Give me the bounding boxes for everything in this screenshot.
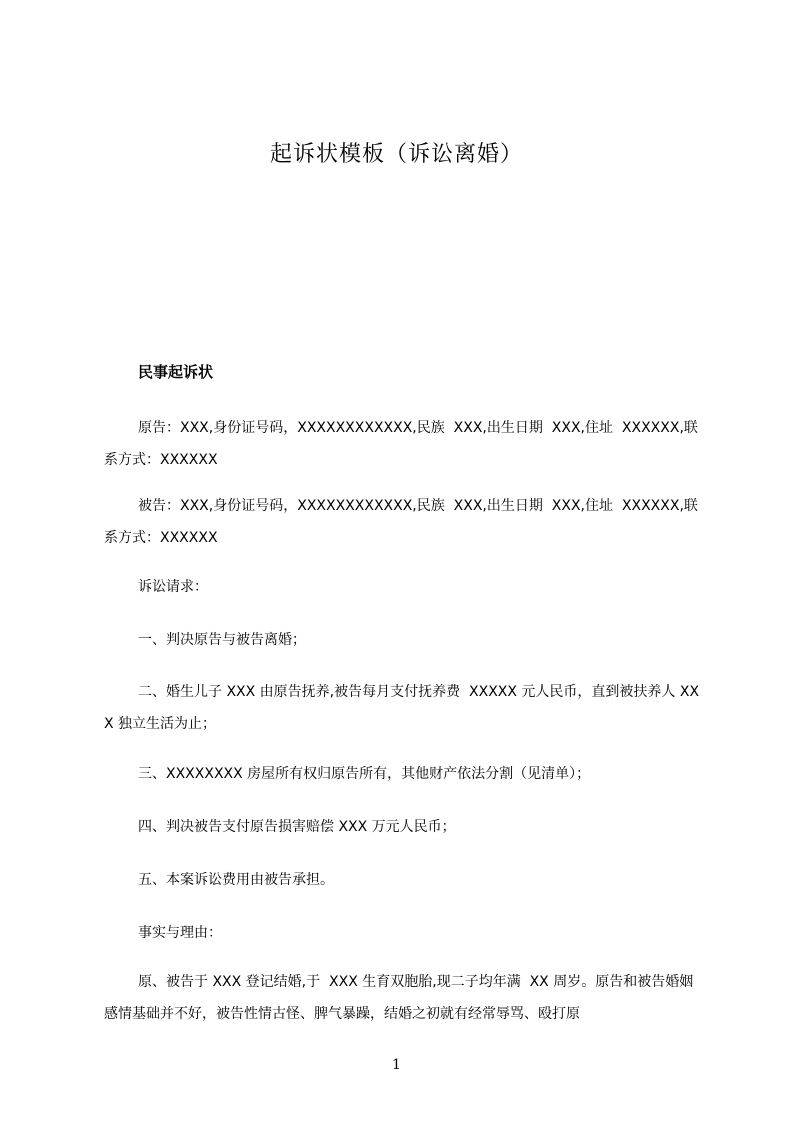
claim-item-3: 三、XXXXXXXX 房屋所有权归原告所有，其他财产依法分割（见清单）； — [138, 766, 591, 782]
section-heading: 民事起诉状 — [138, 363, 214, 381]
claim-item-5: 五、本案诉讼费用由被告承担。 — [138, 872, 334, 888]
defendant-info-paragraph: 被告：XXX,身份证号码，XXXXXXXXXXXX,民族 XXX,出生日期 XXX,住址 XXXXXX,联系方式：XXXXXX — [104, 498, 698, 546]
claims-heading: 诉讼请求： — [138, 579, 208, 595]
claim-item-4: 四、判决被告支付原告损害赔偿 XXX 万元人民币； — [138, 819, 456, 835]
page-number: 1 — [392, 1057, 401, 1073]
facts-paragraph: 原、被告于 XXX 登记结婚,于 XXX 生育双胞胎,现二子均年满 XX 周岁。原告和被告婚姻感情基础并不好，被告性情古怪、脾气暴躁，结婚之初就有经常辱骂、殴打原 — [104, 974, 694, 1022]
document-title: 起诉状模板（诉讼离婚） — [269, 142, 523, 167]
facts-heading: 事实与理由： — [138, 925, 222, 941]
claim-item-2: 二、婚生儿子 XXX 由原告抚养,被告每月支付抚养费 XXXXX 元人民币，直到被扶养人 XXX 独立生活为止； — [104, 684, 700, 732]
claim-item-1: 一、判决原告与被告离婚； — [138, 632, 306, 648]
plaintiff-info-paragraph: 原告：XXX,身份证号码，XXXXXXXXXXXX,民族 XXX,出生日期 XXX,住址 XXXXXX,联系方式：XXXXXX — [104, 420, 698, 468]
